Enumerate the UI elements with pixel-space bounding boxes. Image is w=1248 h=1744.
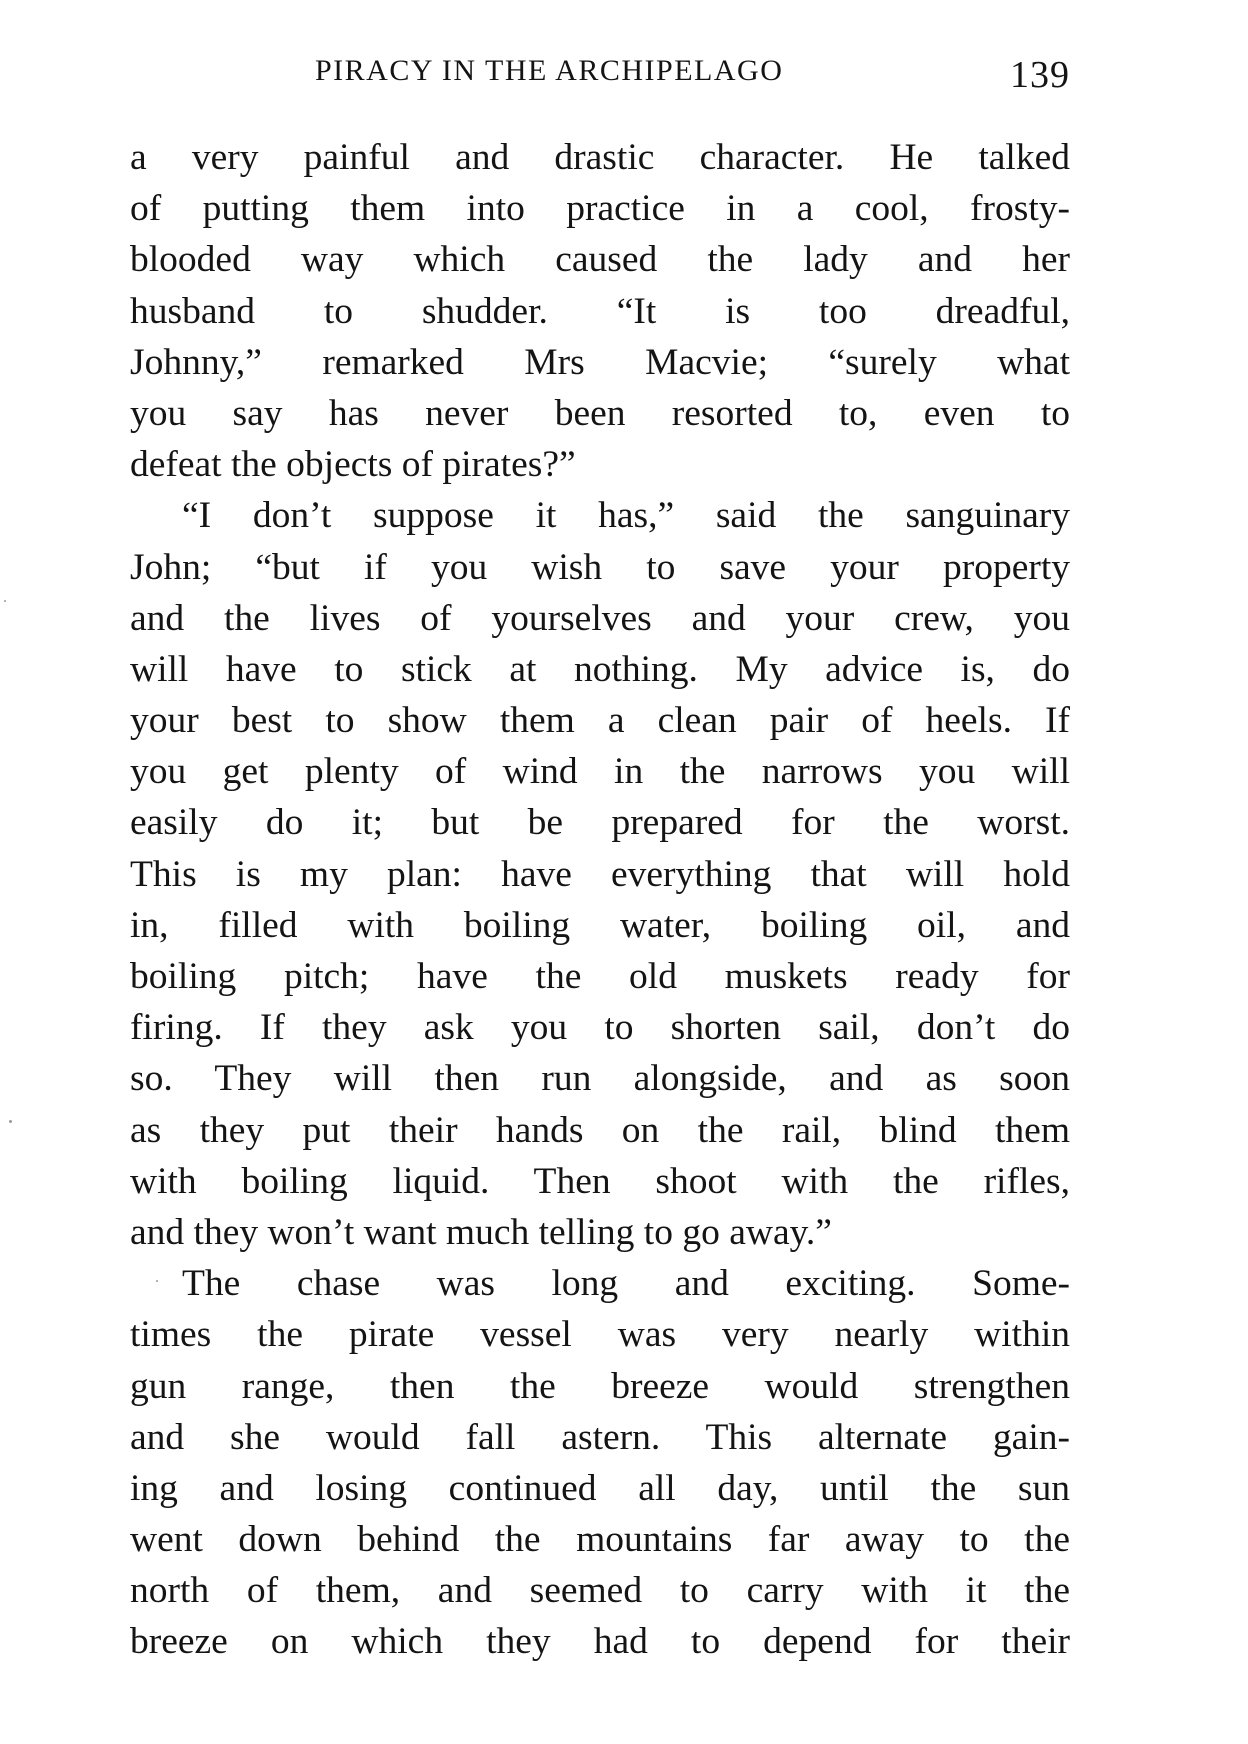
text-line: gun range, then the breeze would strengthen — [130, 1365, 1070, 1407]
text-line: you get plenty of wind in the narrows you will — [130, 751, 1070, 793]
text-line: so. They will then run alongside, and as soon — [130, 1058, 1070, 1100]
text-line: firing. If they ask you to shorten sail, don’t do — [130, 1007, 1070, 1049]
text-line: your best to show them a clean pair of heels. If — [130, 700, 1070, 742]
paragraph-end-line: defeat the objects of pirates?” — [130, 444, 576, 486]
body-text — [130, 132, 1070, 1668]
paragraph-end-line: and they won’t want much telling to go away.” — [130, 1211, 832, 1253]
text-line: and the lives of yourselves and your crew, you — [130, 597, 1070, 639]
text-line: ing and losing continued all day, until the sun — [130, 1467, 1070, 1509]
text-line: in, filled with boiling water, boiling oil, and — [130, 904, 1070, 946]
paragraph-first-line: “I don’t suppose it has,” said the sanguinary — [182, 495, 1070, 537]
text-line: times the pirate vessel was very nearly within — [130, 1314, 1070, 1356]
text-line: Johnny,” remarked Mrs Macvie; “surely what — [130, 341, 1070, 383]
scan-speck — [156, 1280, 158, 1282]
running-head — [290, 54, 1070, 94]
scan-speck — [9, 1120, 12, 1123]
text-line: and she would fall astern. This alternate gain- — [130, 1416, 1070, 1458]
text-line: breeze on which they had to depend for their — [130, 1621, 1070, 1663]
text-line: husband to shudder. “It is too dreadful, — [130, 290, 1070, 332]
text-line: John; “but if you wish to save your property — [130, 546, 1070, 588]
running-title: PIRACY IN THE ARCHIPELAGO — [315, 54, 784, 87]
page-number: 139 — [1010, 54, 1070, 96]
text-line: This is my plan: have everything that will hold — [130, 853, 1070, 895]
text-line: a very painful and drastic character. He talked — [130, 137, 1070, 178]
paragraph-first-line: The chase was long and exciting. Some- — [182, 1263, 1070, 1305]
text-line: easily do it; but be prepared for the worst. — [130, 802, 1070, 844]
text-line: of putting them into practice in a cool, frosty- — [130, 188, 1070, 230]
text-line: boiling pitch; have the old muskets ready for — [130, 956, 1070, 997]
text-line: went down behind the mountains far away to the — [130, 1519, 1070, 1561]
text-line: with boiling liquid. Then shoot with the rifles, — [130, 1160, 1070, 1202]
text-line: blooded way which caused the lady and her — [130, 239, 1070, 281]
text-line: will have to stick at nothing. My advice is, do — [130, 648, 1070, 690]
scan-speck — [4, 600, 6, 602]
text-line: north of them, and seemed to carry with it the — [130, 1570, 1070, 1612]
text-line: you say has never been resorted to, even to — [130, 392, 1070, 434]
text-line: as they put their hands on the rail, blind them — [130, 1109, 1070, 1151]
